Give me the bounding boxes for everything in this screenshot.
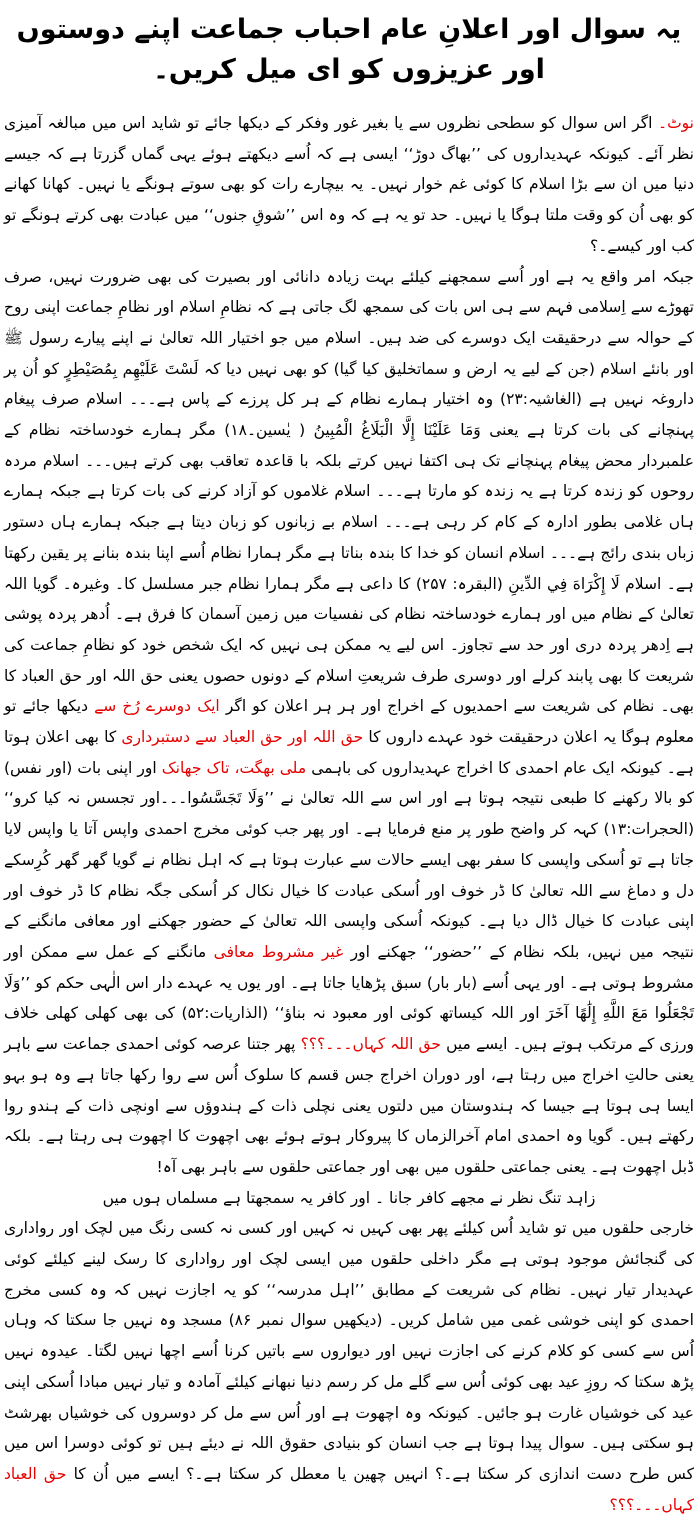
paragraph-text: مانگنے کے عمل سے ممکن اور مشروط ہوتی ہے۔ اور یہی اُسے (بار بار) سبق پڑھایا جاتا ہے۔ اور یوں یہ عہدے دار اس الٰہی حکم کو ’’وَلَا تَجْعَلُوا مَعَ اللَّهِ إِلَٰهًا آخَرَ اور اللہ کیساتھ کوئی اور معبود نہ بناؤ‘‘ (الذاریات:۵۲) کی بھی کھلی کھلی خلاف ورزی کے مرتکب ہوتے ہیں۔ ایسے میں [4,942,695,1054]
highlighted-phrase: غیر مشروط معافی [213,942,344,961]
highlighted-phrase: ملی بھگت، تاک جھانک [161,758,307,777]
paragraph-text: خارجی حلقوں میں تو شاید اُس کیلئے پھر بھی کہیں نہ کہیں اور کسی نہ کسی رنگ میں لچک اور رواداری کی گنجائش موجود ہوتی ہے مگر داخلی حلقوں میں ایسی لچک اور رواداری کا رسک لینے کیلئے کوئی عہدیدار تیار نہیں۔ نظام کی شریعت کے مطابق ’’اہل مدرسہ‘‘ کو یہ اجازت نہیں کہ وہ کسی مخرج احمدی کو اپنی خوشی غمی میں شامل کریں۔ (دیکھیں سوال نمبر ۸۶) مسجد وہ نہیں جا سکتا کہ وہاں اُس سے کسی کو کلام کرنے کی اجازت نہیں اور دیواروں سے باتیں کرنا اُسے اچھا نہیں لگتا۔ عیدوہ نہیں پڑھ سکتا کہ روزِ عید بھی کوئی اُس سے گلے مل کر رسم دنیا نبھانے کیلئے آمادہ و تیار نہیں مبادا اُسکی اپنی عید کی خوشیاں غارت ہو جائیں۔ کیونکہ وہ اچھوت ہے اور اُس سے مل کر دوسروں کی خوشیاں بھرشٹ ہو سکتی ہیں۔ سوال پیدا ہوتا ہے جب انسان کو بنیادی حقوق اللہ نے دیئے ہیں تو کوئی دوسرا اس میں کس طرح دست اندازی کر سکتا ہے۔؟ انہیں چھین یا معطل کر سکتا ہے۔؟ ایسے میں اُن کا [4,1219,694,1483]
paragraph-text: اگر اس سوال کو سطحی نظروں سے یا بغیر غور وفکر کے دیکھا جائے تو شاید اس میں مبالغہ آمیزی نظر آئے۔ کیونکہ عہدیداروں کی ’’بھاگ دوڑ‘‘ ایسی ہے کہ اُسے دیکھتے ہوئے یہی گماں گزرتا ہے کہ جیسے دنیا میں ان سے بڑا اسلام کا کوئی غم خوار نہیں۔ یہ بیچارے رات کو بھی سوتے ہونگے یا نہیں۔ کھانا کھانے کو بھی اُن کو وقت ملتا ہوگا یا نہیں۔ حد تو یہ ہے کہ وہ اس ’’شوقِ جنوں‘‘ میں عبادت بھی کرتے ہونگے تو کب اور کیسے۔؟ [4,114,694,255]
paragraph-main [4,262,694,1183]
poetry-couplet: زاہد تنگ نظر نے مجھے کافر جانا ۔ اور کافر یہ سمجھتا ہے مسلماں ہوں میں [102,1188,596,1207]
paragraph-text: اور اپنی بات (اور نفس) کو بالا رکھنے کا طبعی نتیجہ ہوتا ہے اور اس سے اللہ تعالیٰ نے ’’وَلَا تَجَسَّسُوا۔۔۔اور تجسس نہ کیا کرو‘‘ (الحجرات:۱۳) کہہ کر واضح طور پر منع فرمایا ہے۔ اور پھر جب کوئی مخرج احمدی واپس آتا یا واپس لایا جاتا ہے تو اُسکی واپسی کا سفر بھی ایسے حالات سے عبارت ہوتا ہے کہ اہل نظام نے گویا گھر گھر کُرِسکے دل و دماغ سے اللہ تعالیٰ کا ڈر خوف اور اُسکی عبادت کا خیال نکال کر اُسکی جگہ نظام کا ڈر خوف اور اپنی عبادت کا خیال ڈال دیا ہے۔ کیونکہ اُسکی واپسی اللہ تعالیٰ کے حضور جھکنے اور معافی مانگنے کے نتیجہ میں نہیں، بلکہ نظام کے ’’حضور‘‘ جھکنے اور [4,758,694,961]
paragraph-note [4,108,694,262]
article-body [4,108,694,1520]
page-title: یہ سوال اور اعلانِ عام احباب جماعت اپنے دوستوں اور عزیزوں کو ای میل کریں۔ [16,14,682,85]
note-label: نوٹ۔ [658,114,694,132]
highlighted-phrase: ایک دوسرے رُخ سے [94,697,220,716]
paragraph-text: جبکہ امر واقع یہ ہے اور اُسے سمجھنے کیلئے بہت زیادہ دانائی اور بصیرت کی بھی ضرورت نہیں، صرف تھوڑے سے اِسلامی فہم سے ہی اس بات کی سمجھ لگ جاتی ہے کہ نظامِ اسلام اور نظامِ جماعت اپنی روح کے حوالہ سے درحقیقت ایک دوسرے کی ضد ہیں۔ اسلام میں جو اختیار اللہ تعالیٰ نے اپنے پیارے رسول ﷺ اور بانئے اسلام (جن کے لیے یہ ارض و سماتخلیق کیا گیا) کو بھی نہیں دیا کہ لَسْتَ عَلَيْهِم بِمُصَيْطِرٍ کو اُن پر داروغہ نہیں ہے (الغاشیہ:۲۳) وہ اختیار ہمارے نظام کے ہر کل پرزے کے پاس ہے۔۔۔ اسلام صرف پیغام پہنچانے کی بات کرتا ہے یعنی وَمَا عَلَيْنَا إِلَّا الْبَلَاغُ الْمُبِينُ ( یٰسین۔۱۸) مگر ہمارے خودساختہ نظام کے علمبردار محض پیغام پہنچانے تک ہی اکتفا نہیں کرتے بلکہ با قاعدہ تعاقب بھی کرتے ہیں۔۔۔ اسلام مردہ روحوں کو زندہ کرتا ہے یہ زندہ کو مارتا ہے۔۔۔ اسلام غلاموں کو آزاد کرنے کی بات کرتا ہے جبکہ ہمارے ہاں غلامی بطور ادارہ کے کام کر رہی ہے۔۔۔ اسلام بے زبانوں کو زبان دیتا ہے جبکہ ہمارے ہاں دستور زباں بندی رائج ہے۔۔۔ اسلام انسان کو خدا کا بندہ بناتا ہے مگر ہمارا نظام اُسے اپنا بندہ بنانے پر یقین رکھتا ہے۔ اسلام لَا إِكْرَاهَ فِي الدِّينِ (البقرہ: ۲۵۷) کا داعی ہے مگر ہمارا نظام جبر مسلسل کا۔ وغیرہ۔ گویا اللہ تعالیٰ کے نظام میں اور ہمارے خودساختہ نظام کی نفسیات میں زمین آسمان کا فرق ہے۔ اُدھر پردہ پوشی ہے اِدھر پردہ دری اور حد سے تجاوز۔ اس لیے یہ ممکن ہی نہیں کہ ایک شخص خود کو نظامِ جماعت کی شریعت کا بھی پابند کرلے اور دوسری طرف شریعتِ اسلام کے دونوں حصوں یعنی حق اللہ اور حق العباد کا بھی۔ نظام کی شریعت سے احمدیوں کے اخراج اور ہر ہر اعلان کو اگر [4,267,694,716]
highlighted-phrase: حق اللہ اور حق العباد سے دستبرداری [121,728,364,747]
paragraph-text: پھر جتنا عرصہ کوئی احمدی جماعت سے باہر یعنی حالتِ اخراج میں رہتا ہے، اور دوران اخراج جس قسم کا سلوک اُس سے روا رکھا جاتا ہے وہ ہو بہو ایسا ہی ہوتا ہے جیسا کہ ہندوستان میں دلتوں یعنی نچلی ذات کے ہندوؤں سے اونچی ذات کے ہندو روا رکھتے ہیں۔ گویا وہ احمدی امام آخرالزماں کا پیروکار ہوتے ہوئے بھی اچھوت کا اچھوت ہی رہتا ہے۔ بلکہ ڈبل اچھوت ہے۔ یعنی جماعتی حلقوں میں بھی اور جماعتی حلقوں سے باہر بھی آہ! [4,1035,694,1176]
highlighted-phrase: حق اللہ کہاں۔۔۔؟؟؟ [300,1035,441,1054]
paragraph-closing [4,1213,694,1520]
highlighted-phrase: حق العباد کہاں۔۔۔؟؟؟ [4,1464,694,1514]
paragraph-text: کا بھی اعلان ہوتا ہے۔ کیونکہ ایک عام احمدی کا اخراج عہدیداروں کی باہمی [4,728,694,777]
paragraph-text: دیکھا جائے تو معلوم ہوگا یہ اعلان درحقیقت خود عہدے داروں کا [4,697,694,747]
